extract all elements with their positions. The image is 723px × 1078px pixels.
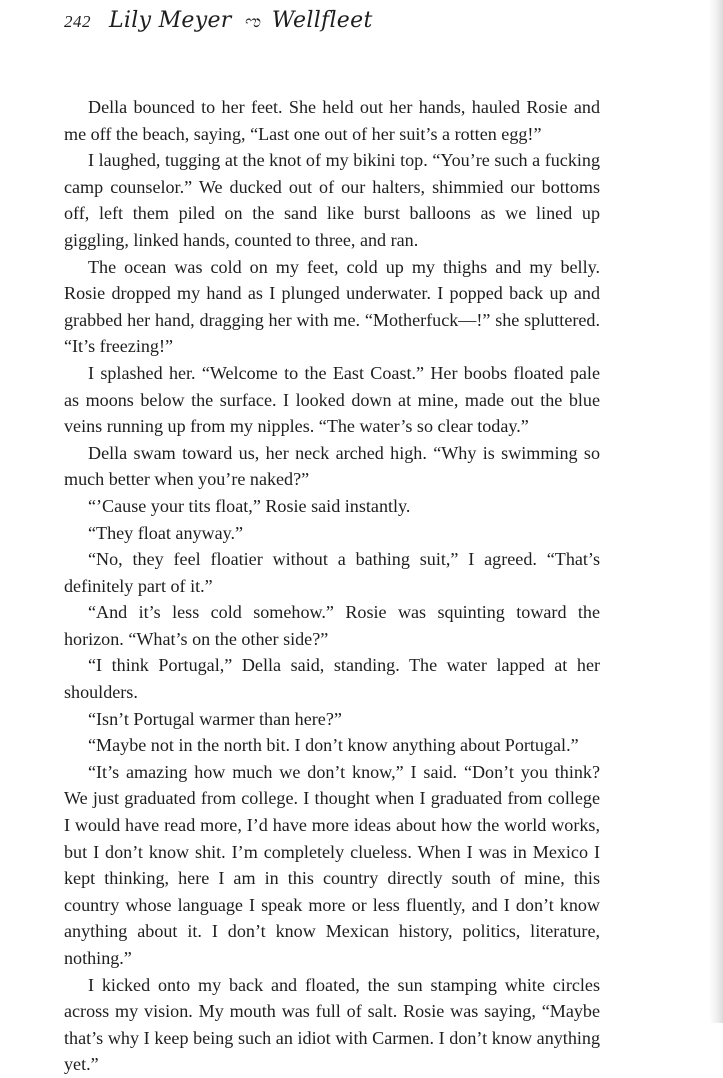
page-number: 242 — [64, 12, 91, 31]
paragraph: “’Cause your tits float,” Rosie said instantly. — [88, 495, 411, 516]
paragraph: I laughed, tugging at the knot of my bikini top. “You’re such a fucking camp counselor.” We ducked out of our halters, shimmied our bottoms off, left them piled on the sand like burst balloons as we lined up giggling, linked hands, counted to three, and ran. — [64, 150, 600, 250]
body-text — [64, 94, 600, 1078]
paragraph: I kicked onto my back and floated, the sun stamping white circles across my vision. My mouth was full of salt. Rosie was saying, “Maybe that’s why I keep being such an idiot with Carmen. I don’t know anything yet.” — [64, 974, 600, 1075]
paragraph: “Maybe not in the north bit. I don’t know anything about Portugal.” — [88, 735, 579, 756]
paragraph: Della bounced to her feet. She held out her hands, hauled Rosie and me off the beach, saying, “Last one out of her suit’s a rotten egg!” — [64, 97, 600, 144]
paragraph: “And it’s less cold somehow.” Rosie was squinting toward the horizon. “What’s on the other side?” — [64, 602, 600, 649]
running-head — [64, 8, 373, 33]
paragraph: “I think Portugal,” Della said, standing. The water lapped at her shoulders. — [64, 655, 600, 703]
paragraph: “No, they feel floatier without a bathing suit,” I agreed. “That’s definitely part of it.” — [64, 549, 600, 596]
paragraph: The ocean was cold on my feet, cold up my thighs and my belly. Rosie dropped my hand as I plunged underwater. I popped back up and grabbed her hand, dragging her with me. “Motherfuck—!” she spluttered. “It’s freezing!” — [64, 256, 600, 357]
paragraph: “It’s amazing how much we don’t know,” I said. “Don’t you think? We just graduated from college. I thought when I graduated from college I would have read more, I’d have more ideas about how the world works, but I don’t know shit. I’m completely clueless. When I was in Mexico I kept thinking, here I am in this country directly south of mine, this country whose language I speak more or less fluently, and I don’t know anything about it. I don’t know Mexican history, politics, literature, nothing.” — [64, 761, 600, 968]
paragraph: Della swam toward us, her neck arched high. “Why is swimming so much better when you’re naked?” — [64, 442, 600, 490]
running-head-author: Lily Meyer — [109, 8, 232, 33]
paragraph: “Isn’t Portugal warmer than here?” — [88, 708, 342, 729]
running-head-title: Wellfleet — [271, 8, 373, 33]
paragraph: I splashed her. “Welcome to the East Coast.” Her boobs floated pale as moons below the surface. I looked down at mine, made out the blue veins running up from my nipples. “The water’s so clear today.” — [64, 362, 600, 437]
page-edge-shadow — [709, 0, 723, 1023]
running-head-ornament: ಌ — [243, 12, 260, 31]
paragraph: “They float anyway.” — [88, 522, 244, 543]
